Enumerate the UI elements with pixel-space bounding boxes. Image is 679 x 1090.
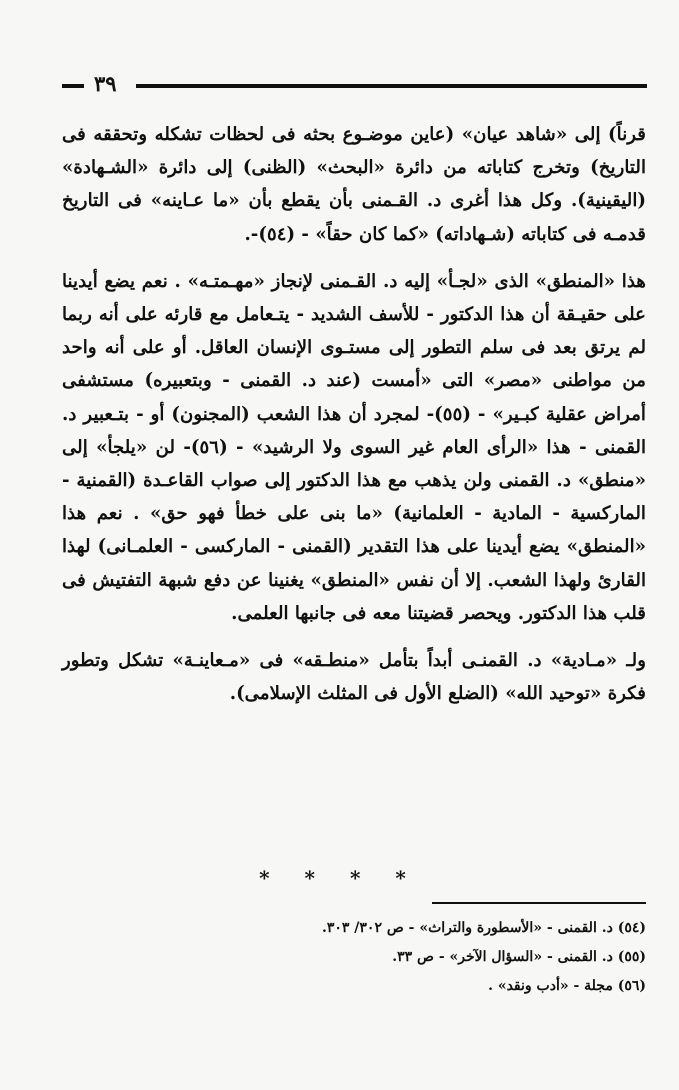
section-separator: * * * *: [259, 866, 420, 890]
header-rule-left: [62, 84, 84, 88]
page-header: [62, 70, 647, 100]
footnote-54: (٥٤) د. القمنى - «الأسطورة والتراث» - ص ٣٠٢/ ٣٠٣.: [321, 920, 646, 936]
header-rule-right: [136, 84, 647, 88]
footnotes: [62, 914, 646, 1001]
page-body: [62, 118, 646, 710]
footnote-56: (٥٦) مجلة - «أدب ونقد» .: [488, 978, 646, 994]
footnote-55: (٥٥) د. القمنى - «السؤال الآخر» - ص ٣٣.: [392, 949, 646, 965]
paragraph-1: قرناً) إلى «شاهد عيان» (عاين موضـوع بحثه فى لحظات تشكله وتحققه فى التاريخ) وتخرج كتاباته من دائرة «البحث» (الظنى) إلى دائرة «الشـهادة» (اليقينية). وكل هذا أغرى د. القـمنى بأن يقطع بأن «ما عـاينه» فى التاريخ قدمـه فى كتاباته (شـهاداته) «كما كان حقاً» - (٥٤)-.: [62, 124, 646, 245]
page-number: ٣٩: [94, 71, 117, 96]
paragraph-3: ولـ «مـادية» د. القمنـى أبداً بتأمل «منطـقه» فى «مـعاينـة» تشكل وتطور فكرة «توحيد الله» (الضلع الأول فى المثلث الإسلامى).: [62, 650, 646, 705]
footnote-rule: [432, 902, 646, 904]
paragraph-2: هذا «المنطق» الذى «لجـأ» إليه د. القـمنى لإنجاز «مهـمتـه» . نعم يضع أيدينا على حقيـقة أن هذا الدكتور - للأسف الشديد - يتـعامل مع قارئه على أنه ربما لم يرتق بعد فى سلم التطور إلى مستـوى الإنسان العاقل. أو على أنه واحد من مواطنى «مصر» التى «أمست (عند د. القمنى - وبتعبيره) مستشفى أمراض عقلية كبـير» - (٥٥)- لمجرد أن هذا الشعب (المجنون) أو - بتـعبير د. القمنى - هذا «الرأى العام غير السوى ولا الرشيد» - (٥٦)- لن «يلجأ» إلى «منطق» د. القمنى ولن يذهب مع هذا الدكتور إلى صواب القاعـدة (القمنية - الماركسية - المادية - العلمانية) «ما بنى على خطأ فهو حق» . نعم هذا «المنطق» يضع أيدينا على هذا التقدير (القمنى - الماركسى - العلمـانى) لهذا القارئ ولهذا الشعب. إلا أن نفس «المنطق» يغنينا عن دفع شبهة التفتيش فى قلب هذا الدكتور. ويحصر قضيتنا معه فى جانبها العلمى.: [62, 270, 646, 624]
